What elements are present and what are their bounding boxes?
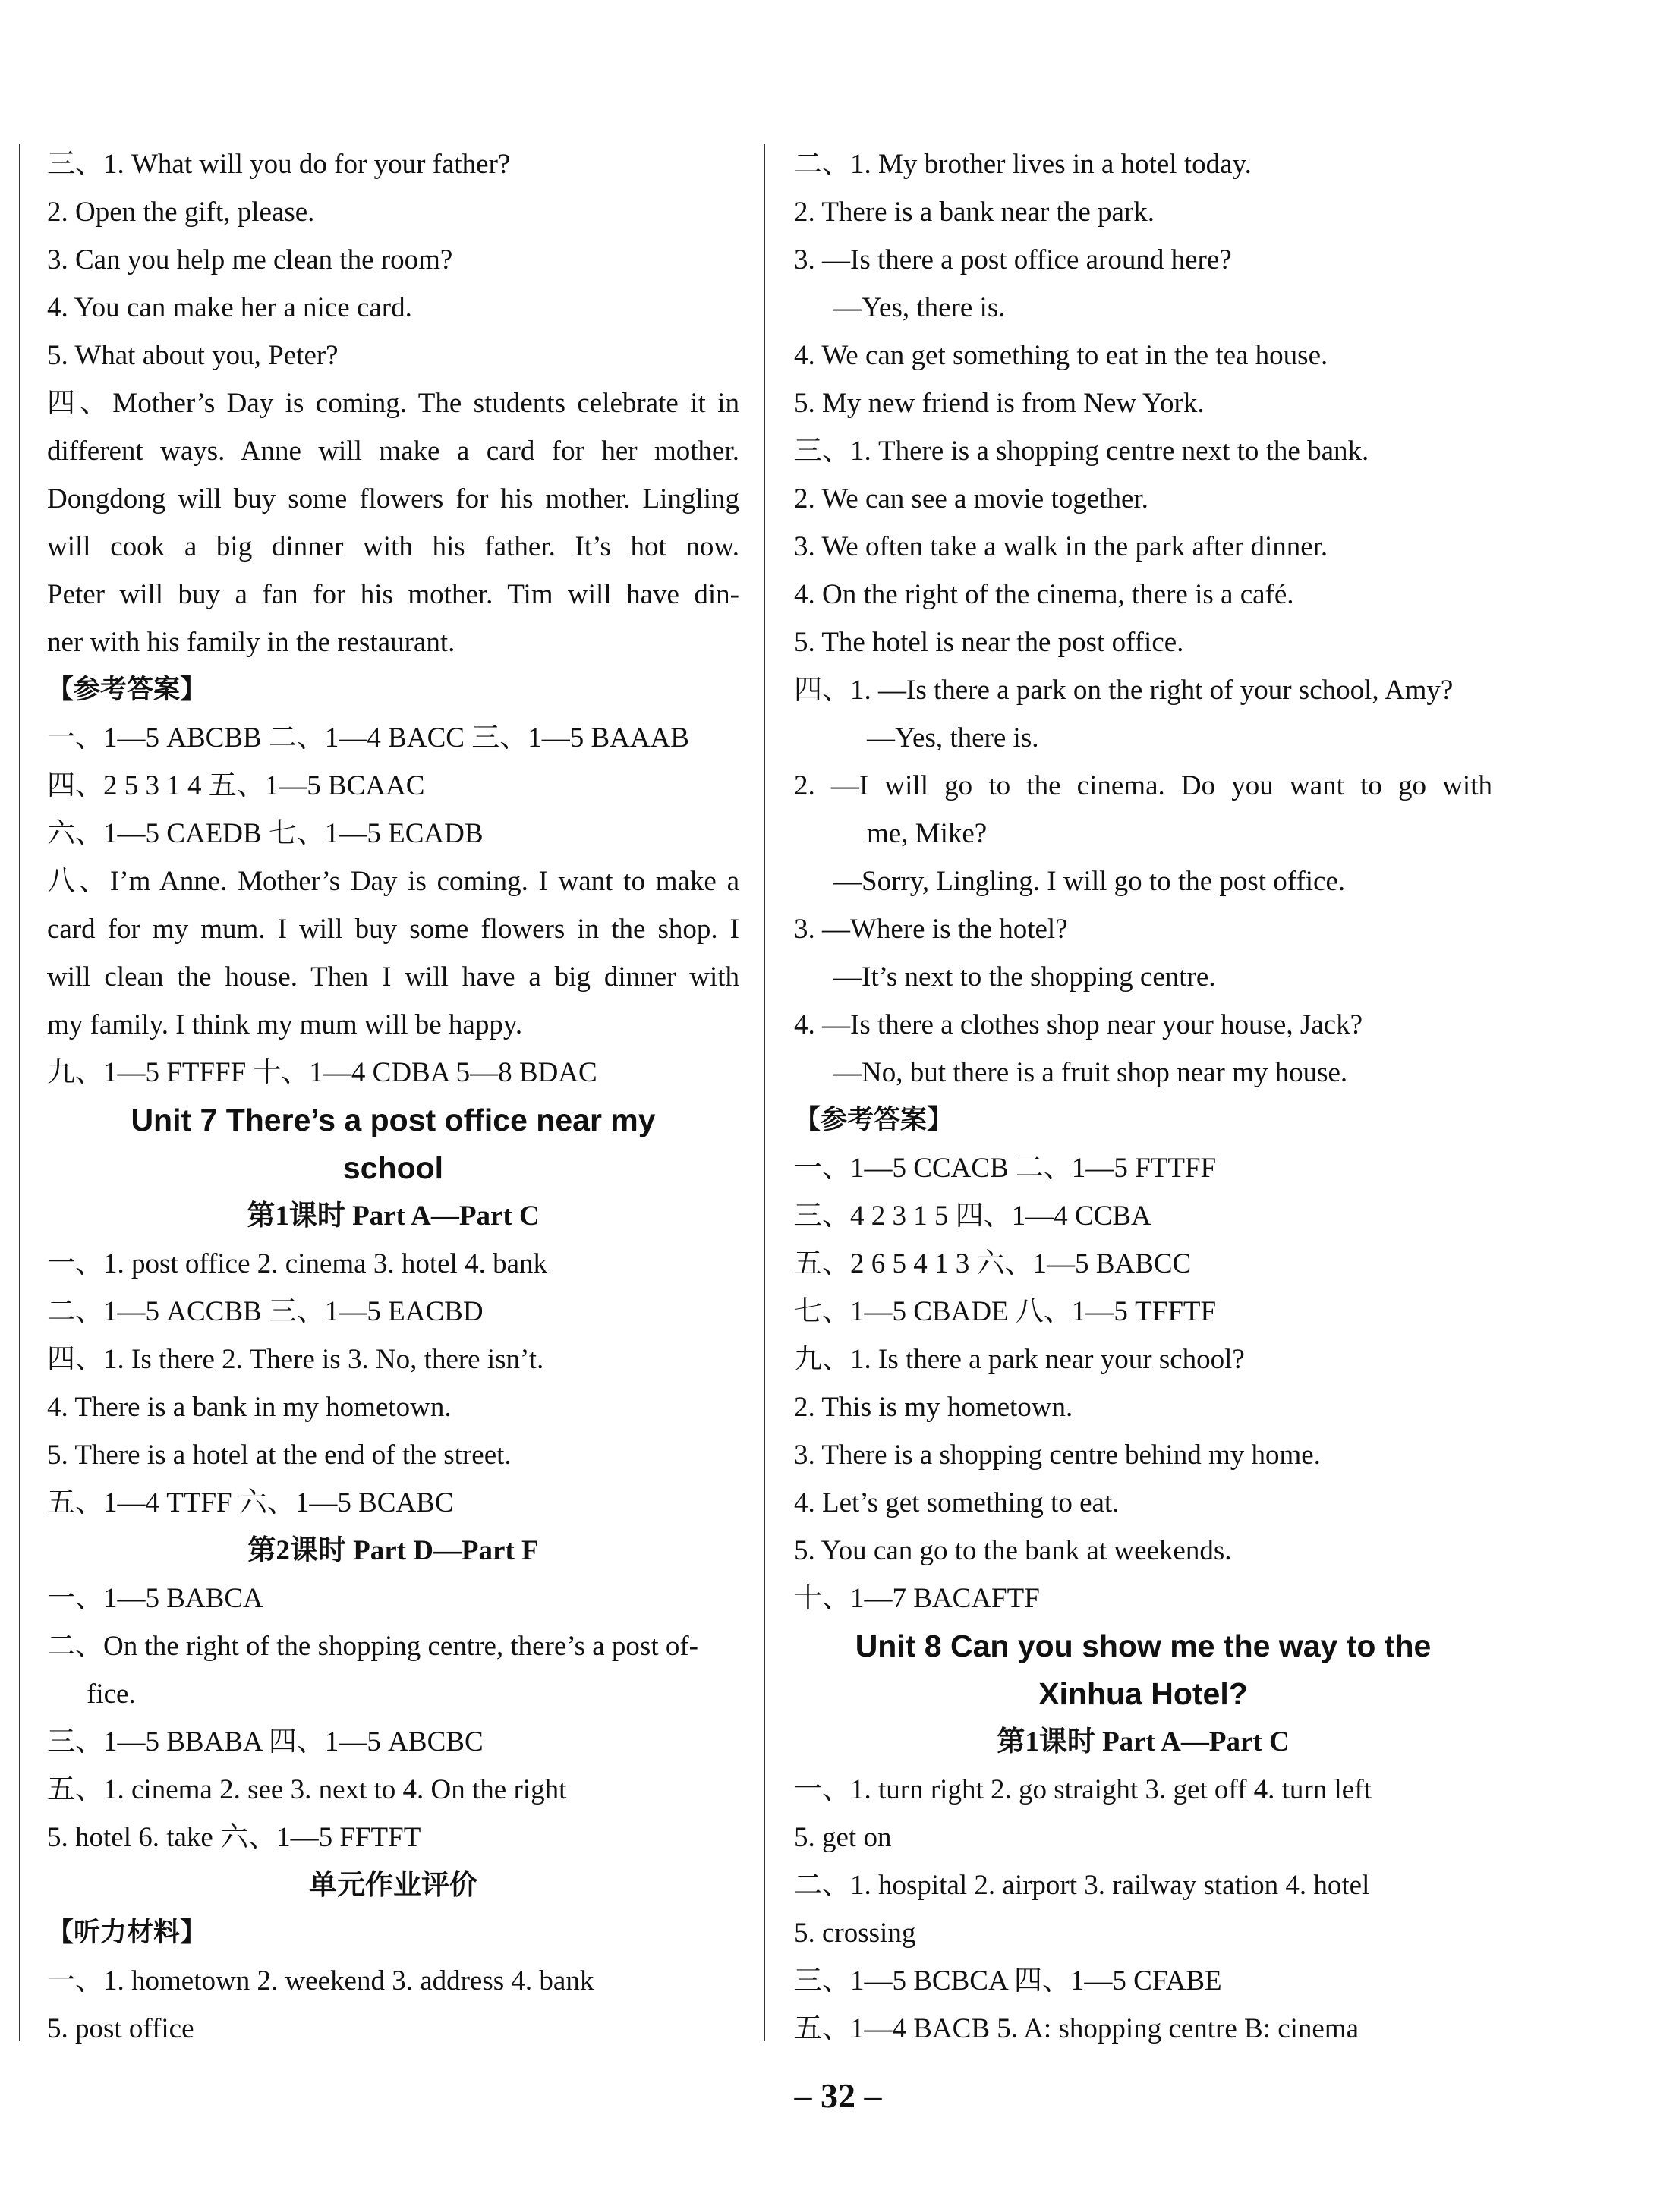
answer-line: 一、1—5 ABCBB 二、1—4 BACC 三、1—5 BAAAB (47, 722, 689, 754)
text-line: 4. On the right of the cinema, there is a café. (794, 579, 1294, 610)
text-line: —Sorry, Lingling. I will go to the post office. (833, 866, 1346, 897)
answer-line: 一、1—5 CCACB 二、1—5 FTTFF (794, 1153, 1217, 1184)
answer-key-heading: 【参考答案】 (794, 1105, 954, 1135)
text-line: 三、1. There is a shopping centre next to the bank. (794, 436, 1369, 467)
text-line: 3. Can you help me clean the room? (47, 244, 453, 275)
answer-line: fice. (87, 1679, 136, 1710)
answer-line: 七、1—5 CBADE 八、1—5 TFFTF (794, 1296, 1217, 1327)
answer-line: 十、1—7 BACAFTF (794, 1583, 1040, 1614)
paragraph-line: 四、Mother’s Day is coming. The students celebrate it in (47, 388, 739, 419)
text-line: 四、1. —Is there a park on the right of your school, Amy? (794, 675, 1454, 706)
paragraph-line: Dongdong will buy some flowers for his mother. Lingling (47, 483, 739, 514)
answer-line: 六、1—5 CAEDB 七、1—5 ECADB (47, 818, 484, 849)
paragraph-line: will cook a big dinner with his father. It’s hot now. (47, 531, 739, 562)
paragraph-line: ner with his family in the restaurant. (47, 627, 455, 658)
text-line: 三、1. What will you do for your father? (47, 149, 511, 180)
text-line: 2. We can see a movie together. (794, 483, 1148, 514)
left-column (47, 140, 739, 2053)
unit7-title-cont: school (342, 1150, 444, 1185)
answer-line: 5. post office (47, 2013, 194, 2044)
listening-heading: 【听力材料】 (47, 1918, 207, 1948)
essay-line: will clean the house. Then I will have a big dinner with (47, 961, 739, 993)
paragraph-line: Peter will buy a fan for his mother. Tim will have din- (47, 579, 739, 610)
unit7-title: Unit 7 There’s a post office near my (131, 1103, 656, 1137)
answer-line: 一、1—5 BABCA (47, 1583, 263, 1614)
answer-line: 5. crossing (794, 1918, 916, 1949)
text-line: 3. —Is there a post office around here? (794, 244, 1232, 275)
answer-line: 五、1—4 TTFF 六、1—5 BCABC (47, 1487, 454, 1518)
text-line: me, Mike? (867, 818, 988, 849)
unit8-title: Unit 8 Can you show me the way to the (855, 1628, 1432, 1663)
lesson-heading: 第1课时 Part A—Part C (997, 1726, 1290, 1757)
answer-line: 四、1. Is there 2. There is 3. No, there isn’t. (47, 1344, 544, 1375)
answer-line: 4. There is a bank in my hometown. (47, 1392, 452, 1423)
text-line: 3. —Where is the hotel? (794, 914, 1068, 945)
text-line: 5. My new friend is from New York. (794, 388, 1205, 419)
answer-line: 一、1. turn right 2. go straight 3. get off 4. turn left (794, 1774, 1372, 1805)
text-line: 4. We can get something to eat in the tea house. (794, 340, 1328, 371)
answer-line: 五、2 6 5 4 1 3 六、1—5 BABCC (794, 1248, 1192, 1279)
answer-line: 5. get on (794, 1822, 892, 1853)
text-line: —It’s next to the shopping centre. (833, 961, 1216, 993)
answer-line: 5. You can go to the bank at weekends. (794, 1535, 1232, 1566)
column-divider (764, 144, 765, 2041)
essay-line: card for my mum. I will buy some flowers in the shop. I (47, 914, 739, 945)
text-line: —Yes, there is. (833, 292, 1006, 323)
answer-line: 一、1. post office 2. cinema 3. hotel 4. bank (47, 1248, 548, 1279)
essay-line: 八、I’m Anne. Mother’s Day is coming. I want to make a (47, 866, 739, 897)
text-line: 5. The hotel is near the post office. (794, 627, 1184, 658)
answer-line: 3. There is a shopping centre behind my home. (794, 1440, 1321, 1471)
text-line: —Yes, there is. (867, 722, 1039, 754)
lesson-heading: 第2课时 Part D—Part F (247, 1535, 539, 1566)
answer-line: 三、1—5 BCBCA 四、1—5 CFABE (794, 1965, 1222, 1996)
answer-key-heading: 【参考答案】 (47, 675, 207, 705)
answer-line: 九、1. Is there a park near your school? (794, 1344, 1245, 1375)
text-line: —No, but there is a fruit shop near my house. (833, 1057, 1348, 1088)
answer-line: 三、4 2 3 1 5 四、1—4 CCBA (794, 1200, 1151, 1232)
text-line: 5. What about you, Peter? (47, 340, 339, 371)
text-line: 2. —I will go to the cinema. Do you want to go with (794, 770, 1492, 801)
answer-line: 二、1—5 ACCBB 三、1—5 EACBD (47, 1296, 484, 1327)
section-heading: 单元作业评价 (309, 1870, 477, 1901)
text-line: 二、1. My brother lives in a hotel today. (794, 149, 1252, 180)
answer-line: 5. hotel 6. take 六、1—5 FFTFT (47, 1822, 421, 1853)
right-column (794, 140, 1492, 2053)
text-line: 4. You can make her a nice card. (47, 292, 412, 323)
text-line: 3. We often take a walk in the park after dinner. (794, 531, 1328, 562)
text-line: 4. —Is there a clothes shop near your house, Jack? (794, 1009, 1363, 1040)
paragraph-line: different ways. Anne will make a card for her mother. (47, 436, 739, 467)
answer-line: 5. There is a hotel at the end of the street. (47, 1440, 512, 1471)
answer-line: 五、1. cinema 2. see 3. next to 4. On the right (47, 1774, 567, 1805)
answer-line: 二、On the right of the shopping centre, there’s a post of- (47, 1631, 698, 1662)
answer-line: 三、1—5 BBABA 四、1—5 ABCBC (47, 1726, 484, 1757)
lesson-heading: 第1课时 Part A—Part C (247, 1200, 540, 1232)
answer-line: 九、1—5 FTFFF 十、1—4 CDBA 5—8 BDAC (47, 1057, 597, 1088)
page-number: – 32 – (794, 2076, 882, 2115)
left-margin-rule (19, 144, 20, 2041)
text-line: 2. Open the gift, please. (47, 197, 315, 228)
unit8-title-cont: Xinhua Hotel? (1038, 1676, 1248, 1711)
answer-line: 4. Let’s get something to eat. (794, 1487, 1120, 1518)
answer-line: 二、1. hospital 2. airport 3. railway station 4. hotel (794, 1870, 1370, 1901)
answer-line: 四、2 5 3 1 4 五、1—5 BCAAC (47, 770, 425, 801)
answer-line: 五、1—4 BACB 5. A: shopping centre B: cinema (794, 2013, 1359, 2044)
answer-line: 2. This is my hometown. (794, 1392, 1073, 1423)
answer-line: 一、1. hometown 2. weekend 3. address 4. bank (47, 1965, 594, 1996)
text-line: 2. There is a bank near the park. (794, 197, 1155, 228)
essay-line: my family. I think my mum will be happy. (47, 1009, 523, 1040)
